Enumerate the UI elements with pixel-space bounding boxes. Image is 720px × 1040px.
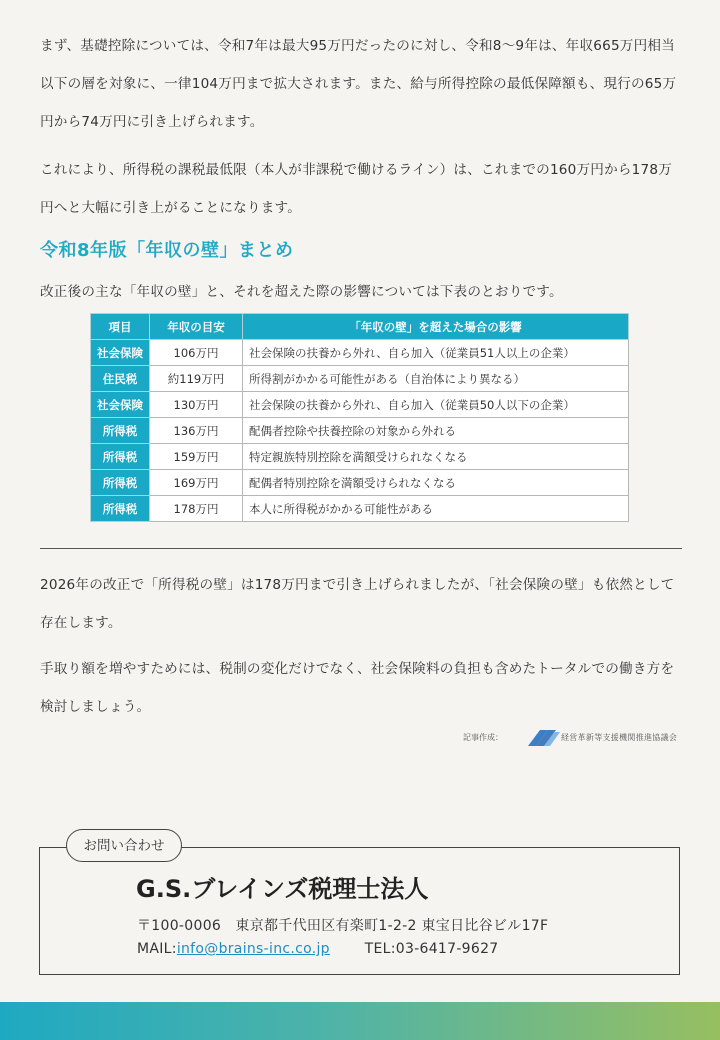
- table-row: [91, 392, 629, 418]
- credit-organization: 経営革新等支援機関推進協議会: [561, 733, 678, 742]
- paragraph-basic-deduction: まず、基礎控除については、令和7年は最大95万円だったのに対し、令和8～9年は、年収665万円相当以下の層を対象に、一律104万円まで拡大されます。また、給与所得控除の最低保障額も、現行の65万円から74万円に引き上げられます。: [40, 38, 677, 130]
- table-row: [91, 496, 629, 522]
- paragraph-advice: 手取り額を増やすためには、税制の変化だけでなく、社会保険料の負担も含めたトータルでの働き方を検討しましょう。: [40, 661, 675, 715]
- email-link[interactable]: info@brains-inc.co.jp: [176, 941, 330, 957]
- table-row: [91, 470, 629, 496]
- phone-number: TEL:03-6417-9627: [364, 941, 499, 957]
- row-category: 所得税: [91, 470, 150, 496]
- section-intro: 改正後の主な「年収の壁」と、それを超えた際の影響については下表のとおりです。: [40, 284, 563, 300]
- row-effect: 特定親族特別控除を満額受けられなくなる: [243, 444, 629, 470]
- table-row: [91, 418, 629, 444]
- row-category: 所得税: [91, 444, 150, 470]
- row-effect: 所得割がかかる可能性がある（自治体により異なる）: [243, 366, 629, 392]
- row-amount: 169万円: [150, 470, 243, 496]
- footer-gradient-bar: [0, 1002, 720, 1040]
- column-header-amount: 年収の目安: [150, 314, 243, 340]
- table-header-row: [91, 314, 629, 340]
- table-row: [91, 340, 629, 366]
- row-effect: 配偶者特別控除を満額受けられなくなる: [243, 470, 629, 496]
- contact-line: [137, 941, 499, 957]
- row-amount: 159万円: [150, 444, 243, 470]
- row-amount: 130万円: [150, 392, 243, 418]
- company-name: G.S.ブレインズ税理士法人: [136, 875, 429, 903]
- paragraph-tax-threshold: これにより、所得税の課税最低限（本人が非課税で働けるライン）は、これまでの160万円から178万円へと大幅に引き上がることになります。: [40, 162, 673, 216]
- organization-logo-icon: [528, 727, 560, 747]
- contact-tab-label: お問い合わせ: [66, 829, 182, 862]
- income-wall-table: [90, 313, 629, 522]
- table-row: [91, 444, 629, 470]
- table-row: [91, 366, 629, 392]
- column-header-effect: 「年収の壁」を超えた場合の影響: [243, 314, 629, 340]
- row-category: 社会保険: [91, 392, 150, 418]
- row-amount: 約119万円: [150, 366, 243, 392]
- row-category: 所得税: [91, 496, 150, 522]
- column-header-category: 項目: [91, 314, 150, 340]
- row-amount: 106万円: [150, 340, 243, 366]
- mail-label: MAIL:: [137, 941, 177, 957]
- row-category: 所得税: [91, 418, 150, 444]
- row-category: 社会保険: [91, 340, 150, 366]
- row-effect: 社会保険の扶養から外れ、自ら加入（従業員50人以下の企業）: [243, 392, 629, 418]
- credit-label: 記事作成：: [463, 733, 503, 742]
- paragraph-social-insurance-wall: 2026年の改正で「所得税の壁」は178万円まで引き上げられましたが、「社会保険の壁」も依然として存在します。: [40, 577, 675, 631]
- row-effect: 配偶者控除や扶養控除の対象から外れる: [243, 418, 629, 444]
- row-category: 住民税: [91, 366, 150, 392]
- row-amount: 136万円: [150, 418, 243, 444]
- row-amount: 178万円: [150, 496, 243, 522]
- row-effect: 社会保険の扶養から外れ、自ら加入（従業員51人以上の企業）: [243, 340, 629, 366]
- row-effect: 本人に所得税がかかる可能性がある: [243, 496, 629, 522]
- section-divider: [40, 548, 682, 549]
- section-heading: 令和8年版「年収の壁」まとめ: [40, 240, 294, 261]
- company-address: 〒100-0006 東京都千代田区有楽町1-2-2 東宝日比谷ビル17F: [137, 918, 549, 934]
